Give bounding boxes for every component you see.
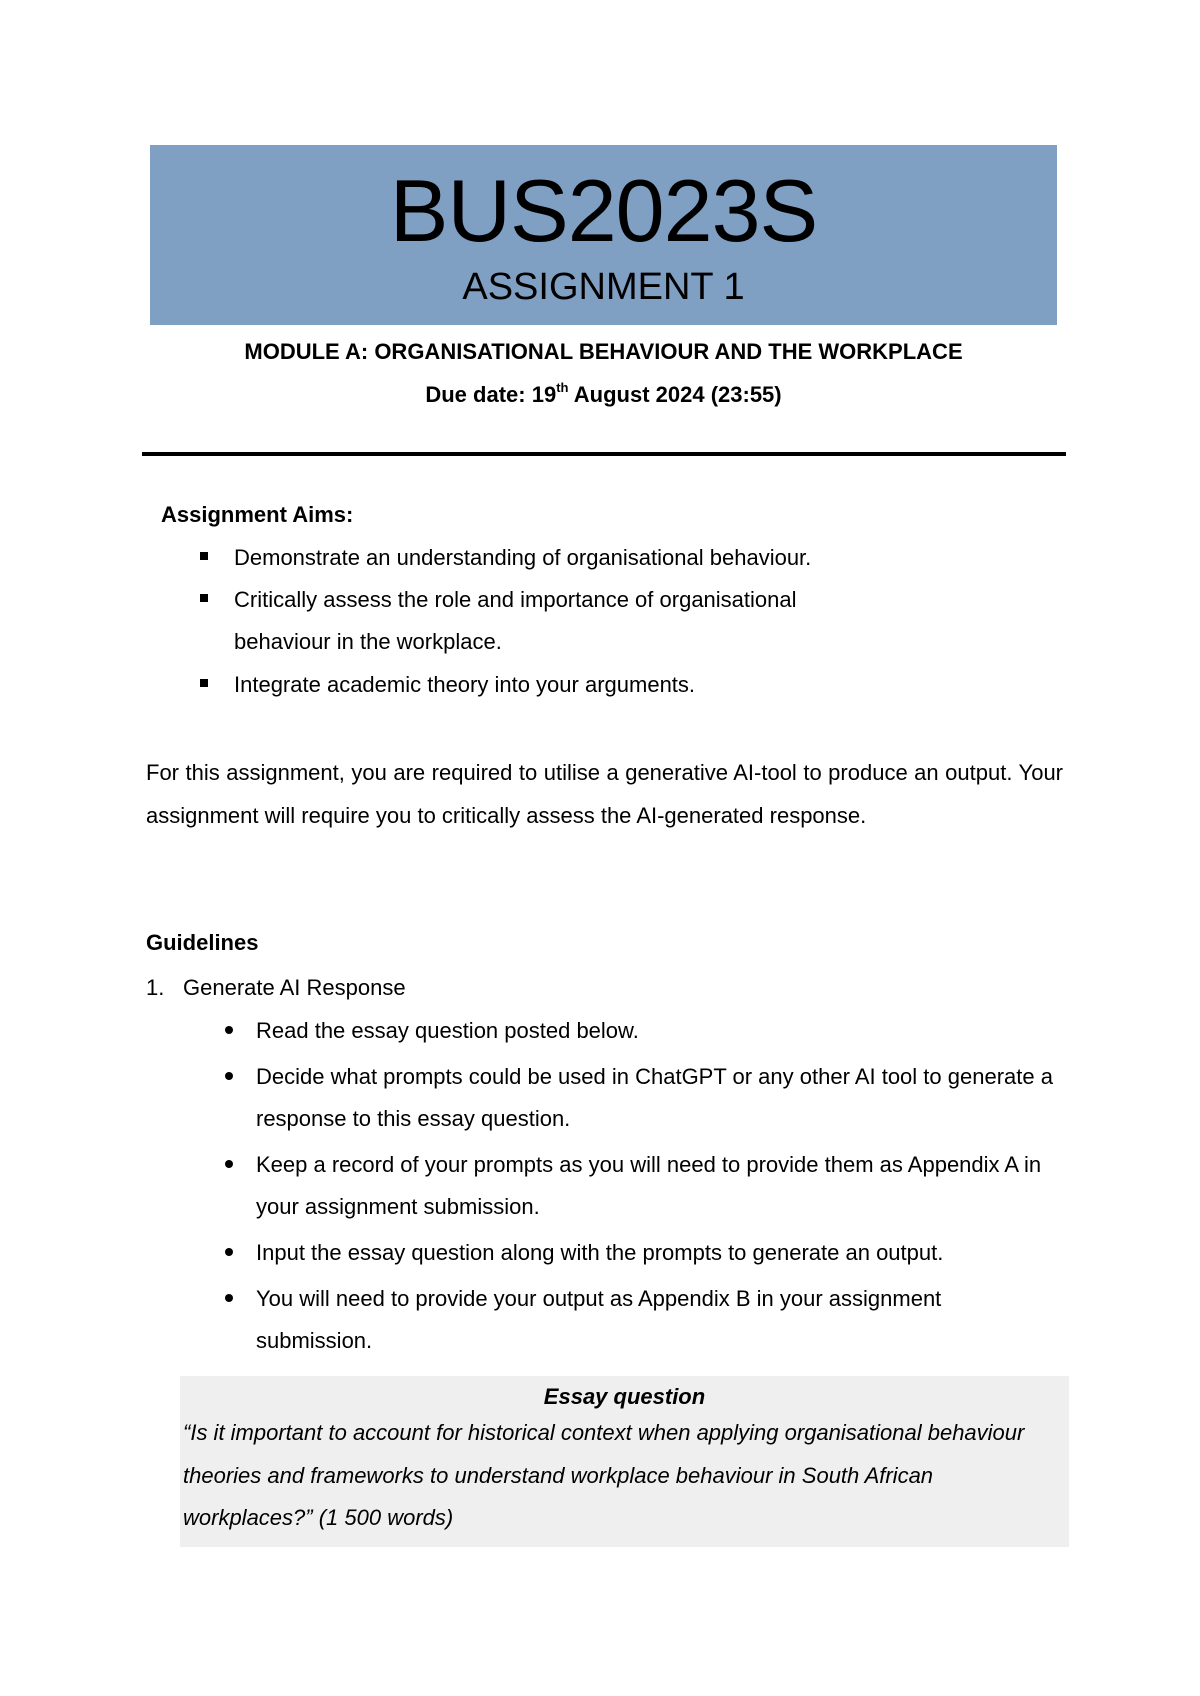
- aims-heading: Assignment Aims:: [161, 502, 354, 527]
- guideline-text: Decide what prompts could be used in ChatGPT or any other AI tool to generate a response to this essay question.: [256, 1064, 1053, 1131]
- title-banner: [150, 145, 1057, 325]
- guideline-text: You will need to provide your output as Appendix B in your assignment submission.: [256, 1286, 942, 1353]
- guideline-item: [256, 1056, 1056, 1140]
- square-bullet-icon: [200, 594, 208, 602]
- dot-bullet-icon: [225, 1160, 233, 1168]
- aim-text: Critically assess the role and importance of organisational behaviour in the workplace.: [234, 587, 797, 654]
- guidelines-heading: Guidelines: [146, 930, 259, 955]
- essay-question-text: “Is it important to account for historical context when applying organisational behaviour theories and frameworks to understand workplace behaviour in South African workplaces?” (1 500 words): [183, 1420, 1025, 1530]
- guideline-item: [256, 1144, 1056, 1228]
- aim-item: [234, 537, 894, 579]
- guideline-text: Keep a record of your prompts as you will need to provide them as Appendix A in your assignment submission.: [256, 1152, 1042, 1219]
- guideline-text: Input the essay question along with the prompts to generate an output.: [256, 1240, 944, 1265]
- due-date-prefix: Due date: 19: [425, 382, 557, 407]
- dot-bullet-icon: [225, 1072, 233, 1080]
- horizontal-divider: [142, 452, 1066, 456]
- step-number: 1.: [146, 975, 165, 1000]
- aim-text: Demonstrate an understanding of organisational behaviour.: [234, 545, 812, 570]
- module-title: MODULE A: ORGANISATIONAL BEHAVIOUR AND THE WORKPLACE: [244, 339, 963, 364]
- step-title: Generate AI Response: [183, 975, 406, 1000]
- guideline-item: [256, 1010, 1056, 1052]
- intro-paragraph: For this assignment, you are required to utilise a generative AI-tool to produce an output. Your assignment will require you to critically assess the AI-generated response.: [146, 760, 1063, 828]
- course-code: BUS2023S: [389, 161, 818, 260]
- essay-heading: Essay question: [543, 1384, 706, 1409]
- aim-text: Integrate academic theory into your arguments.: [234, 672, 696, 697]
- dot-bullet-icon: [225, 1294, 233, 1302]
- aim-item: [234, 664, 894, 706]
- assignment-label: ASSIGNMENT 1: [462, 266, 745, 308]
- guideline-text: Read the essay question posted below.: [256, 1018, 639, 1043]
- dot-bullet-icon: [225, 1026, 233, 1034]
- due-date: [0, 380, 1200, 410]
- aim-item: [234, 579, 894, 663]
- due-date-superscript: th: [556, 379, 569, 395]
- square-bullet-icon: [200, 552, 208, 560]
- due-date-suffix: August 2024 (23:55): [568, 382, 782, 407]
- dot-bullet-icon: [225, 1248, 233, 1256]
- guideline-item: [256, 1232, 1056, 1274]
- square-bullet-icon: [200, 679, 208, 687]
- guideline-item: [256, 1278, 1056, 1362]
- essay-question-box: [180, 1376, 1069, 1547]
